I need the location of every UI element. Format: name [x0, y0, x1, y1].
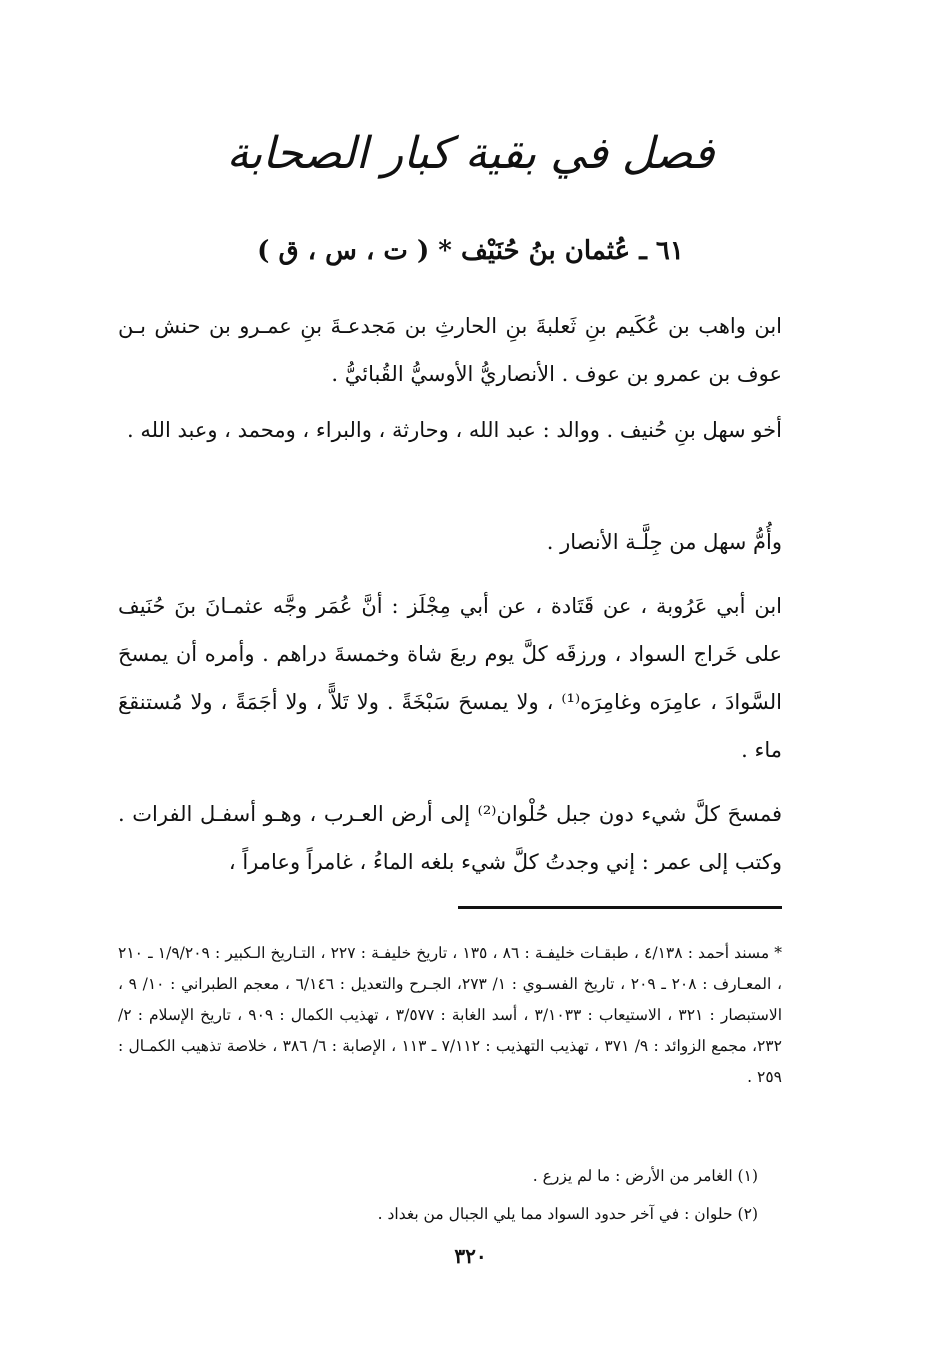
- survey-paragraph: فمسحَ كلَّ شيء دون جبل حُلْوان⁽²⁾ إلى أرض العـرب ، وهـو أسفـل الفرات . وكتب إلى عمر : إني وجدتُ كلَّ شيء بلغه الماءُ ، غامراً وعامراً ،: [118, 802, 782, 874]
- references-footnote: * مسند أحمد : ٤/١٣٨ ، طبقـات خليفـة : ٨٦ ، ١٣٥ ، تاريخ خليفـة : ٢٢٧ ، التـاريخ الـكبير : ١/٩/٢٠٩ ـ ٢١٠ ، المعـارف : ٢٠٨ ـ ٢٠٩ ، تاريخ الفسـوي : ١/ ٢٧٣، الجـرح والتعديل : ٦/١٤٦ ، معجم الطبراني : ١٠/ ٩ ، الاستبصار : ٣٢١ ، الاستيعاب : ٣/١٠٣٣ ، أسد الغابة : ٣/٥٧٧ ، تهذيب الكمال : ٩٠٩ ، تاريخ الإسلام : ٢/ ٢٣٢، مجمع الزوائد : ٩/ ٣٧١ ، تهذيب التهذيب : ٧/١١٢ ـ ١١٣ ، الإصابة : ٦/ ٣٨٦ ، خلاصة تذهيب الكمـال : ٢٥٩ .: [118, 944, 783, 1086]
- section-title: فصل في بقية كبار الصحابة: [226, 128, 715, 179]
- mother-paragraph: وأُمُّ سهل من جِلَّـة الأنصار .: [546, 530, 782, 554]
- footnote-divider: [458, 906, 782, 909]
- narration-paragraph: ابن أبي عَرُوبة ، عن قَتَادة ، عن أبي مِجْلَز : أنَّ عُمَر وجَّه عثمـانَ بنَ حُنَيف على خَراج السواد ، ورزقَه كلَّ يوم ربعَ شاة وخمسةَ دراهم . وأمره أن يمسحَ السَّوادَ ، عامِرَه وغامِرَه⁽¹⁾ ، ولا يمسحَ سَبْخَةً . ولا تَلاًّ ، ولا أجَمَةً ، ولا مُستنقعَ ماء .: [118, 594, 782, 762]
- lineage-paragraph: ابن واهب بن عُكَيم بنِ ثَعلبةَ بنِ الحارثِ بن مَجدعـةَ بنِ عمـرو بن حنش بـن عوف بن عمرو بن عوف . الأنصاريُّ الأوسيُّ القُبائيُّ .: [118, 314, 782, 386]
- family-paragraph: أخو سهل بنِ حُنيف . ووالد : عبد الله ، وحارثة ، والبراء ، ومحمد ، وعبد الله .: [127, 418, 782, 442]
- page-number: ٣٢٠: [454, 1244, 487, 1268]
- biography-heading: ٦١ ـ عُثمان بنُ حُنَيْف * ( ت ، س ، ق ): [257, 236, 684, 266]
- footnote-2: (٢) حلوان : في آخر حدود السواد مما يلي الجبال من بغداد .: [377, 1205, 758, 1223]
- footnote-1: (١) الغامر من الأرض : ما لم يزرع .: [532, 1167, 758, 1185]
